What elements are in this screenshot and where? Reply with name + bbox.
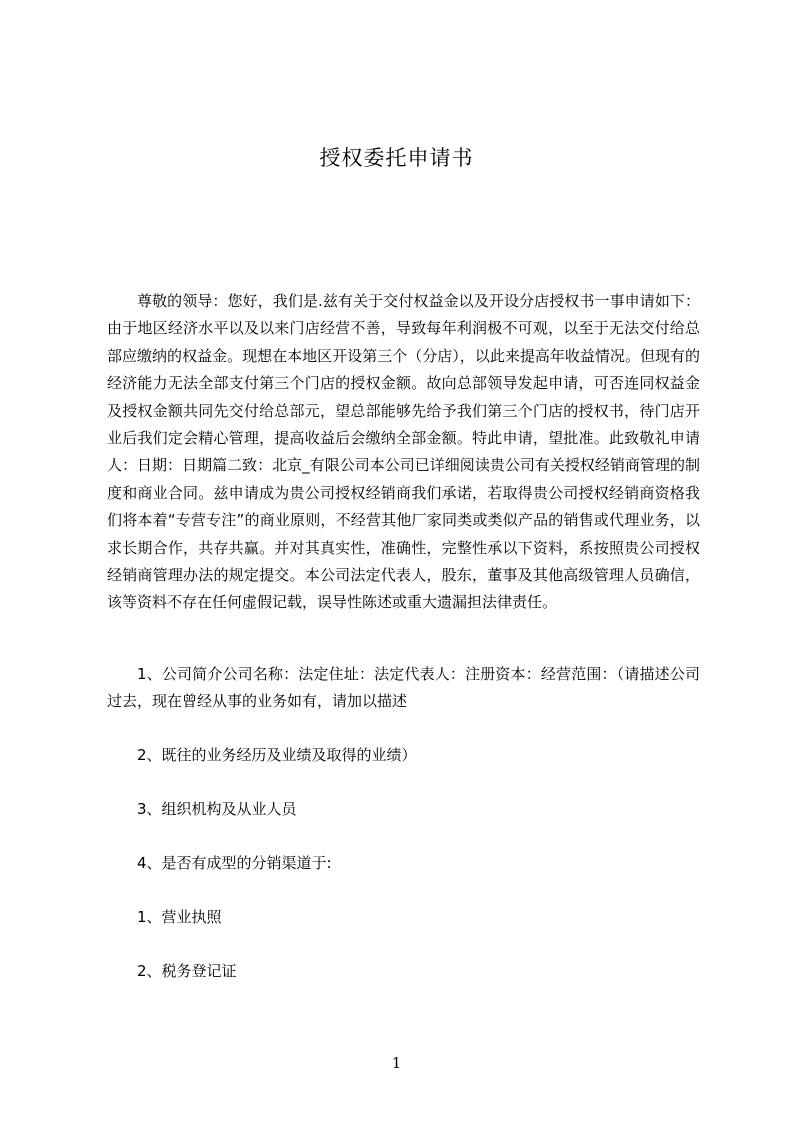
list-item: 2、既往的业务经历及业绩及取得的业绩） (137, 746, 417, 764)
list-item: 2、税务登记证 (137, 962, 237, 980)
page-number: 1 (391, 1054, 402, 1072)
list-item: 3、组织机构及从业人员 (137, 800, 297, 818)
list-item: 1、营业执照 (137, 908, 222, 926)
body-paragraph-intro: 尊敬的领导：您好，我们是.兹有关于交付权益金以及开设分店授权书一事申请如下：由于地区经济水平以及以来门店经营不善，导致每年利润极不可观，以至于无法交付给总部应缴纳的权益金。现想在本地区开设第三个（分店），以此来提高年收益情况。但现有的经济能力无法全部支付第三个门店的授权金额。故向总部领导发起申请，可否连同权益金及授权金额共同先交付给总部元，望总部能够先给予我们第三个门店的授权书，待门店开业后我们定会精心管理，提高收益后会缴纳全部金额。特此申请，望批准。此致敬礼申请人：日期：日期篇二致：北京_有限公司本公司已详细阅读贵公司有关授权经销商管理的制度和商业合同。兹申请成为贵公司授权经销商我们承诺，若取得贵公司授权经销商资格我们将本着“专营专注”的商业原则，不经营其他厂家同类或类似产品的销售或代理业务，以求长期合作，共存共赢。并对其真实性，准确性，完整性承以下资料，系按照贵公司授权经销商管理办法的规定提交。本公司法定代表人，股东，董事及其他高级管理人员确信，该等资料不存在任何虚假记载，误导性陈述或重大遗漏担法律责任。 (107, 292, 700, 612)
document-title: 授权委托申请书 (319, 146, 474, 170)
list-item: 4、是否有成型的分销渠道于: (137, 854, 332, 872)
body-paragraph-company-profile: 1、公司简介公司名称：法定住址：法定代表人：注册资本：经营范围：（请描述公司过去，现在曾经从事的业务如有，请加以描述 (107, 665, 700, 711)
